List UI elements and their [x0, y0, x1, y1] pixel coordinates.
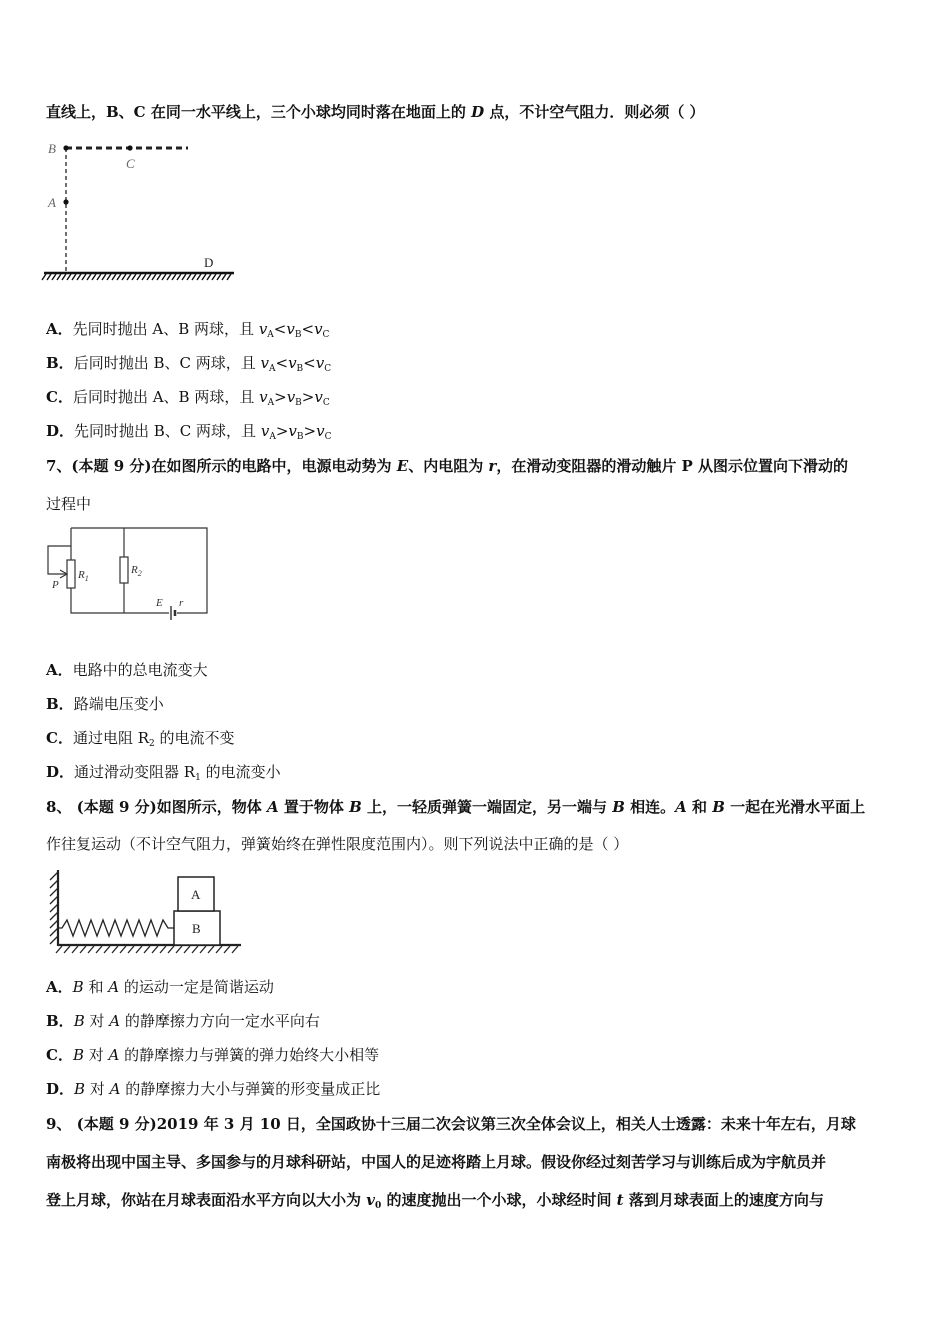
label-b: B	[48, 141, 56, 156]
q7-option-b[interactable]: B．路端电压变小	[46, 695, 164, 713]
label-r1: $R_1$	[78, 569, 89, 583]
ball-b	[63, 145, 68, 150]
q8-option-c[interactable]: C．B 对 A 的静摩擦力与弹簧的弹力始终大小相等	[46, 1046, 380, 1064]
q8-spring-figure	[40, 866, 250, 961]
label-block-a: A	[191, 887, 201, 902]
q8-option-b[interactable]: B．B 对 A 的静摩擦力方向一定水平向右	[46, 1012, 320, 1030]
label-c: C	[126, 156, 135, 171]
q8-stem-line1: 8、 (本题 9 分)如图所示，物体 A 置于物体 B 上，一轻质弹簧一端固定，另一端与 B 相连。A 和 B 一起在光滑水平面上	[46, 798, 866, 816]
q8-option-a[interactable]: A．B 和 A 的运动一定是简谐运动	[46, 978, 274, 996]
label-p: P	[52, 579, 59, 591]
q8-option-d[interactable]: D．B 对 A 的静摩擦力大小与弹簧的形变量成正比	[46, 1080, 381, 1098]
label-r: r	[179, 597, 184, 609]
label-r2: $R_2$	[131, 564, 142, 578]
q6-option-c[interactable]: C．后同时抛出 A、B 两球，且 $v_A>v_B>v_C$	[46, 388, 330, 408]
resistor-r2	[120, 557, 128, 583]
q6-stem-tail: 直线上，B、C 在同一水平线上，三个小球均同时落在地面上的 D 点，不计空气阻力．则必须（ ）	[46, 103, 705, 121]
label-d: D	[204, 255, 214, 270]
q9-stem-line2: 南极将出现中国主导、多国参与的月球科研站，中国人的足迹将踏上月球。假设你经过刻苦学习与训练后成为宇航员并	[46, 1153, 827, 1171]
q7-option-d[interactable]: D．通过滑动变阻器 $R_1$ 的电流变小	[46, 763, 281, 783]
floor-hatch	[56, 946, 238, 953]
wall-hatch	[50, 872, 58, 944]
q7-option-c[interactable]: C．通过电阻 $R_2$ 的电流不变	[46, 729, 235, 749]
q6-option-a[interactable]: A．先同时抛出 A、B 两球，且 $v_A<v_B<v_C$	[46, 320, 330, 340]
q9-stem-line1: 9、 (本题 9 分)2019 年 3 月 10 日，全国政协十三届二次会议第三次全体会议上，相关人士透露：未来十年左右，月球	[46, 1115, 856, 1133]
spring	[58, 920, 174, 936]
q9-stem-line3: 登上月球，你站在月球表面沿水平方向以大小为 $v_0$ 的速度抛出一个小球，小球经时间 t 落到月球表面上的速度方向与	[46, 1191, 824, 1211]
ball-c	[127, 145, 132, 150]
label-e: E	[156, 597, 163, 609]
q7-stem-line1: 7、(本题 9 分)在如图所示的电路中，电源电动势为 E、内电阻为 r，在滑动变阻器的滑动触片 P 从图示位置向下滑动的	[46, 457, 849, 475]
q7-stem-line2: 过程中	[46, 495, 92, 513]
q8-stem-line2: 作往复运动（不计空气阻力，弹簧始终在弹性限度范围内）。则下列说法中正确的是（ ）	[46, 835, 629, 853]
q7-circuit-figure	[40, 522, 220, 622]
label-block-b: B	[192, 921, 201, 936]
ground-hatch	[42, 274, 231, 280]
q6-projectile-figure	[40, 136, 240, 286]
q7-option-a[interactable]: A．电路中的总电流变大	[46, 661, 208, 679]
q6-option-d[interactable]: D．先同时抛出 B、C 两球，且 $v_A>v_B>v_C$	[46, 422, 332, 442]
label-a: A	[48, 195, 56, 210]
ball-a	[63, 199, 68, 204]
q6-option-b[interactable]: B．后同时抛出 B、C 两球，且 $v_A<v_B<v_C$	[46, 354, 332, 374]
